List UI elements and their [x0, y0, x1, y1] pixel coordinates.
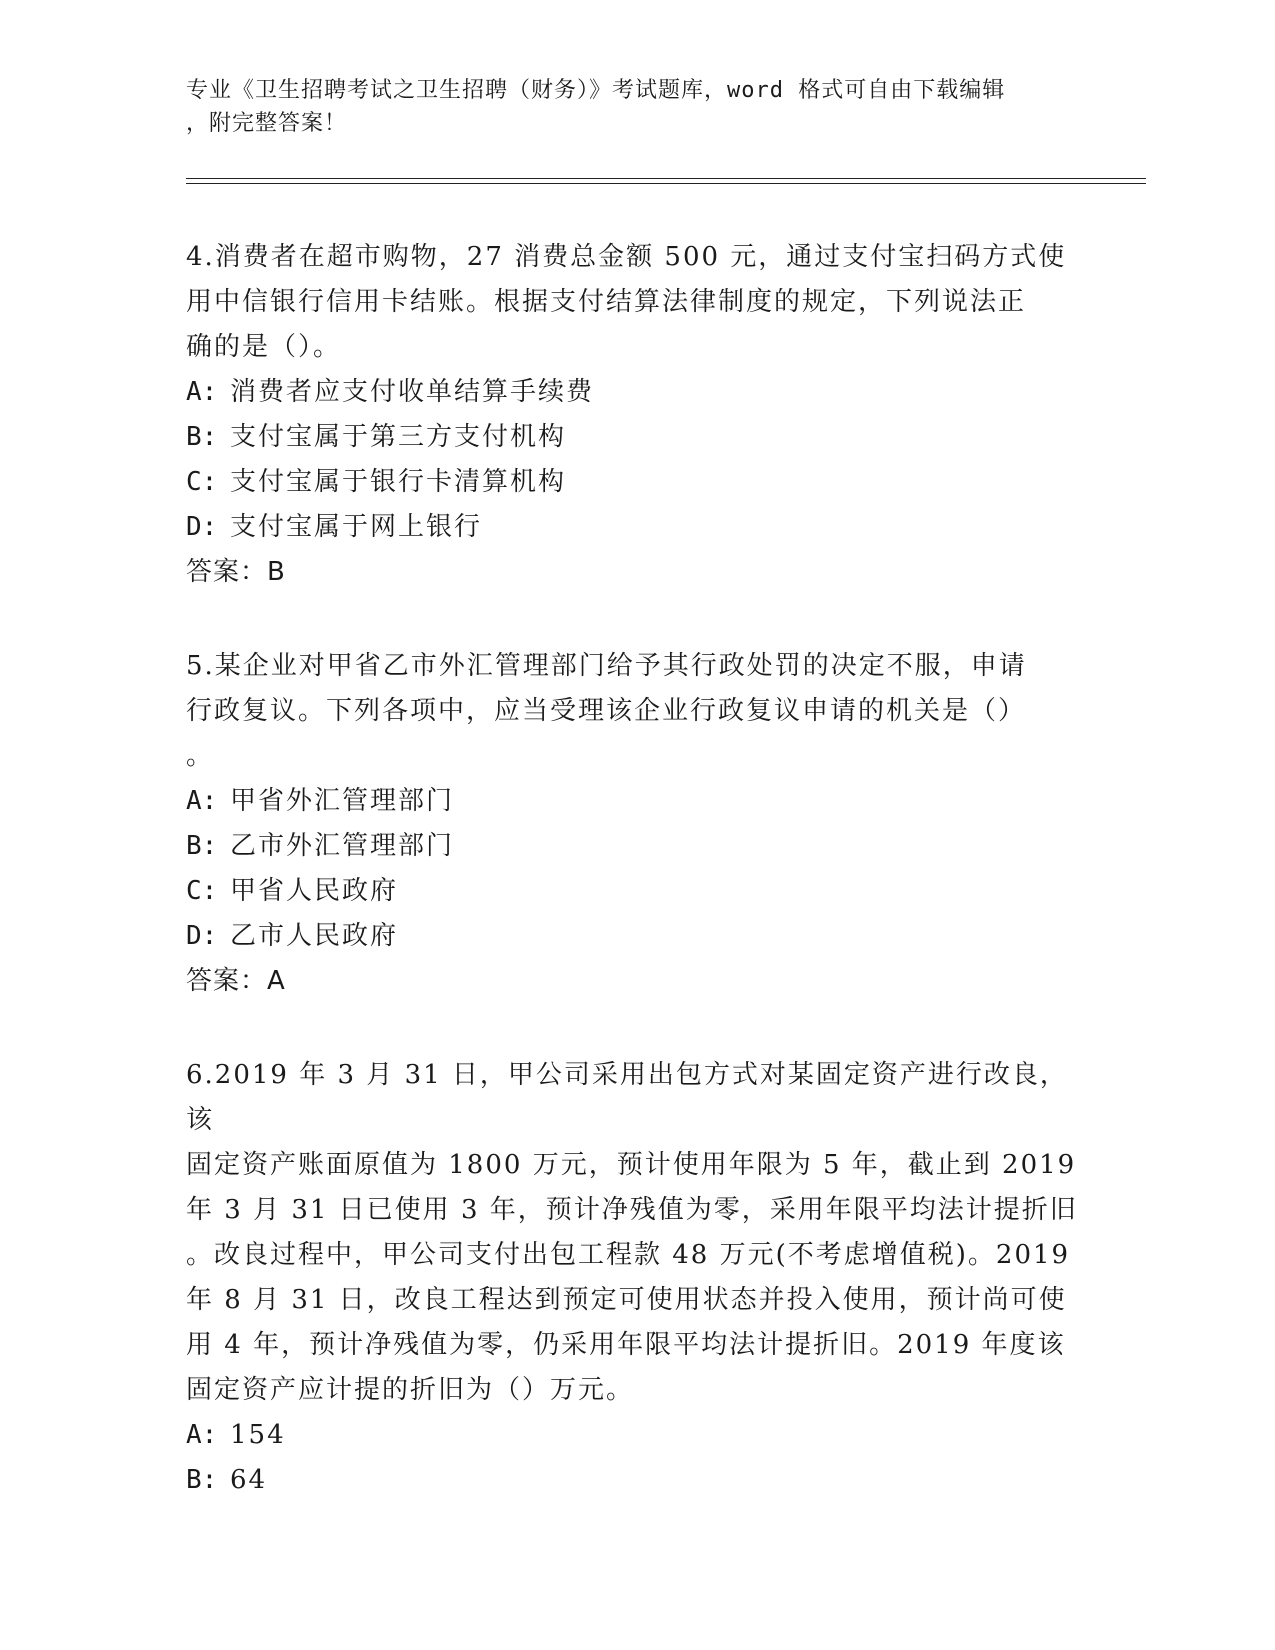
option-b: [186, 824, 1086, 869]
header-divider-bottom: [186, 183, 1146, 184]
option-d: [186, 914, 1086, 959]
option-c: [186, 869, 1086, 914]
header-line-2: ，附完整答案！: [186, 111, 348, 136]
option-d: [186, 505, 1086, 550]
question-stem-line: 确的是（）。: [186, 332, 342, 362]
option-a: [186, 370, 1086, 415]
option-letter: D:: [186, 921, 218, 951]
question-stem-line: 用 4 年，预计净残值为零，仍采用年限平均法计提折旧。2019 年度该: [186, 1330, 1066, 1360]
question-stem-line: 。: [186, 741, 215, 771]
option-text: 消费者应支付收单结算手续费: [230, 377, 595, 407]
option-text: 支付宝属于网上银行: [230, 512, 483, 542]
option-text: 甲省外汇管理部门: [230, 786, 455, 816]
option-b: [186, 1458, 1086, 1503]
question-stem-line: 4.消费者在超市购物，27 消费总金额 500 元，通过支付宝扫码方式使: [186, 242, 1067, 272]
question-stem-line: 。改良过程中，甲公司支付出包工程款 48 万元(不考虑增值税)。2019: [186, 1240, 1071, 1270]
header-divider-top: [186, 178, 1146, 179]
option-letter: D:: [186, 512, 218, 542]
question-stem-line: 6.2019 年 3 月 31 日，甲公司采用出包方式对某固定资产进行改良，该: [186, 1060, 1068, 1135]
option-a: [186, 1413, 1086, 1458]
option-letter: A:: [186, 1420, 218, 1450]
option-text: 64: [230, 1465, 268, 1495]
option-text: 支付宝属于银行卡清算机构: [230, 467, 567, 497]
option-letter: C:: [186, 876, 218, 906]
option-c: [186, 460, 1086, 505]
option-letter: B:: [186, 422, 218, 452]
option-text: 乙市人民政府: [230, 921, 399, 951]
question-stem-line: 5.某企业对甲省乙市外汇管理部门给予其行政处罚的决定不服，申请: [186, 651, 1027, 681]
option-letter: B:: [186, 1465, 218, 1495]
question-5: [186, 644, 1086, 1004]
question-stem-line: 固定资产账面原值为 1800 万元，预计使用年限为 5 年，截止到 2019: [186, 1150, 1077, 1180]
option-b: [186, 415, 1086, 460]
question-stem-line: 用中信银行信用卡结账。根据支付结算法律制度的规定，下列说法正: [186, 287, 1027, 317]
option-text: 支付宝属于第三方支付机构: [230, 422, 567, 452]
question-stem-line: 年 8 月 31 日，改良工程达到预定可使用状态并投入使用，预计尚可使: [186, 1285, 1067, 1315]
option-letter: B:: [186, 831, 218, 861]
question-6: [186, 1053, 1086, 1503]
option-letter: A:: [186, 786, 218, 816]
header-line-1: 专业《卫生招聘考试之卫生招聘（财务）》考试题库，word 格式可自由下载编辑: [186, 78, 1006, 103]
option-letter: A:: [186, 377, 218, 407]
option-a: [186, 779, 1086, 824]
question-4: [186, 235, 1086, 595]
question-stem-line: 年 3 月 31 日已使用 3 年，预计净残值为零，采用年限平均法计提折旧: [186, 1195, 1078, 1225]
option-text: 乙市外汇管理部门: [230, 831, 455, 861]
question-stem-line: 行政复议。下列各项中，应当受理该企业行政复议申请的机关是（）: [186, 696, 1027, 726]
option-letter: C:: [186, 467, 218, 497]
answer-line: 答案：A: [186, 966, 286, 996]
option-text: 154: [230, 1420, 286, 1450]
answer-line: 答案：B: [186, 557, 286, 587]
document-header: [186, 74, 1066, 140]
option-text: 甲省人民政府: [230, 876, 399, 906]
question-stem-line: 固定资产应计提的折旧为（）万元。: [186, 1375, 635, 1405]
